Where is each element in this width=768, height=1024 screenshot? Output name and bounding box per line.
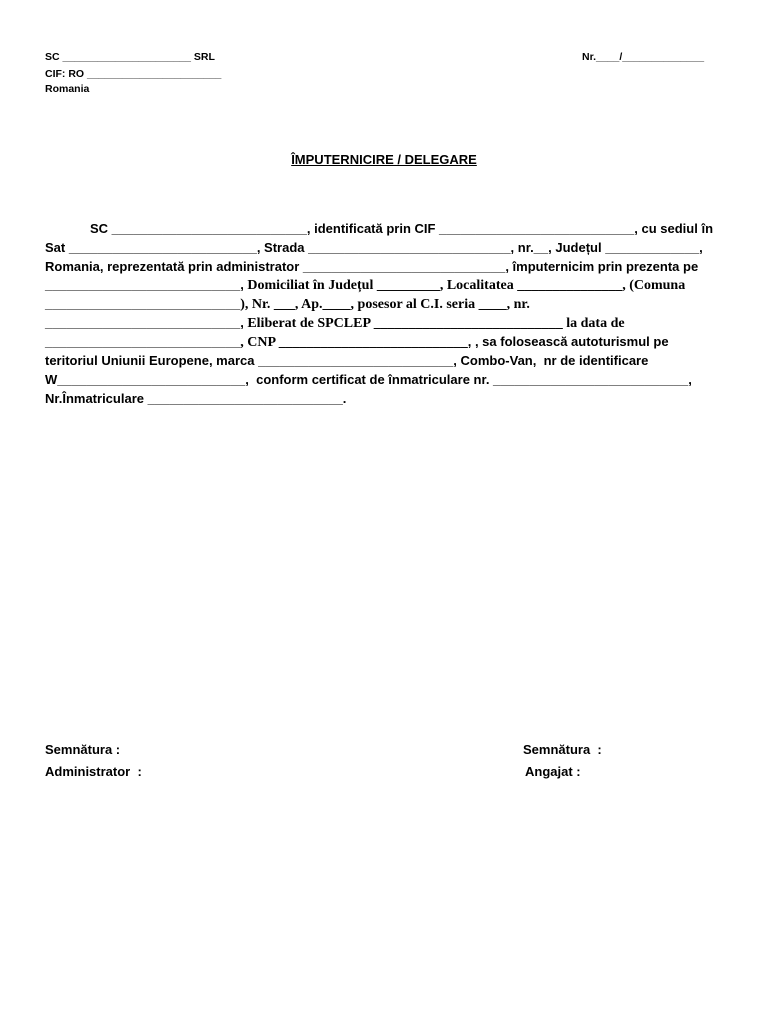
body-line-4 xyxy=(45,277,685,294)
document-title: ÎMPUTERNICIRE / DELEGARE xyxy=(291,152,477,167)
body-line-9: W__________________________, conform certificat de înmatriculare nr. ___________________________, xyxy=(45,372,692,387)
body-line-10: Nr.Înmatriculare ___________________________. xyxy=(45,391,347,406)
body-line-2: Sat __________________________, Strada ____________________________, nr.__, Județul _____________, xyxy=(45,240,703,255)
country-label: Romania xyxy=(45,83,90,95)
body-line-6-text: Eliberat de SPCLEP ___________________________ la data de xyxy=(243,316,625,331)
cif-line: CIF: RO _______________________ xyxy=(45,68,222,80)
body-line-4-blank: ___________________________, xyxy=(45,277,244,292)
body-line-3: Romania, reprezentată prin administrator ____________________________, împuternicim prin prezenta pe xyxy=(45,259,699,274)
body-line-5-blank: ___________________________ xyxy=(45,296,241,311)
body-line-7-text: , , sa folosească autoturismul pe xyxy=(467,334,669,349)
body-line-5-text: ), Nr. ___, Ap.____, posesor al C.I. seria ____, nr. xyxy=(240,297,530,312)
body-line-1: SC ___________________________, identificată prin CIF ___________________________, cu sediul în xyxy=(90,221,714,236)
body-line-7-cnp: , CNP ___________________________ xyxy=(240,335,468,350)
body-line-4-text: Domiciliat în Județul _________, Localitatea _______________, (Comuna xyxy=(243,278,686,293)
body-line-6 xyxy=(45,315,625,332)
signature-label-right: Semnătura : xyxy=(523,742,602,757)
role-label-administrator: Administrator : xyxy=(45,764,142,779)
signature-label-left: Semnătura : xyxy=(45,742,121,757)
body-line-5 xyxy=(45,296,530,313)
document-number-line: Nr.____/______________ xyxy=(582,51,705,63)
body-line-7-blank: ___________________________ xyxy=(45,334,241,349)
body-line-8: teritoriul Uniunii Europene, marca ___________________________, Combo-Van, nr de identificare xyxy=(45,353,649,368)
role-label-employee: Angajat : xyxy=(525,764,581,779)
company-line: SC ______________________ SRL xyxy=(45,51,215,63)
body-line-7 xyxy=(45,334,669,351)
body-line-6-blank: ___________________________, xyxy=(45,315,244,330)
